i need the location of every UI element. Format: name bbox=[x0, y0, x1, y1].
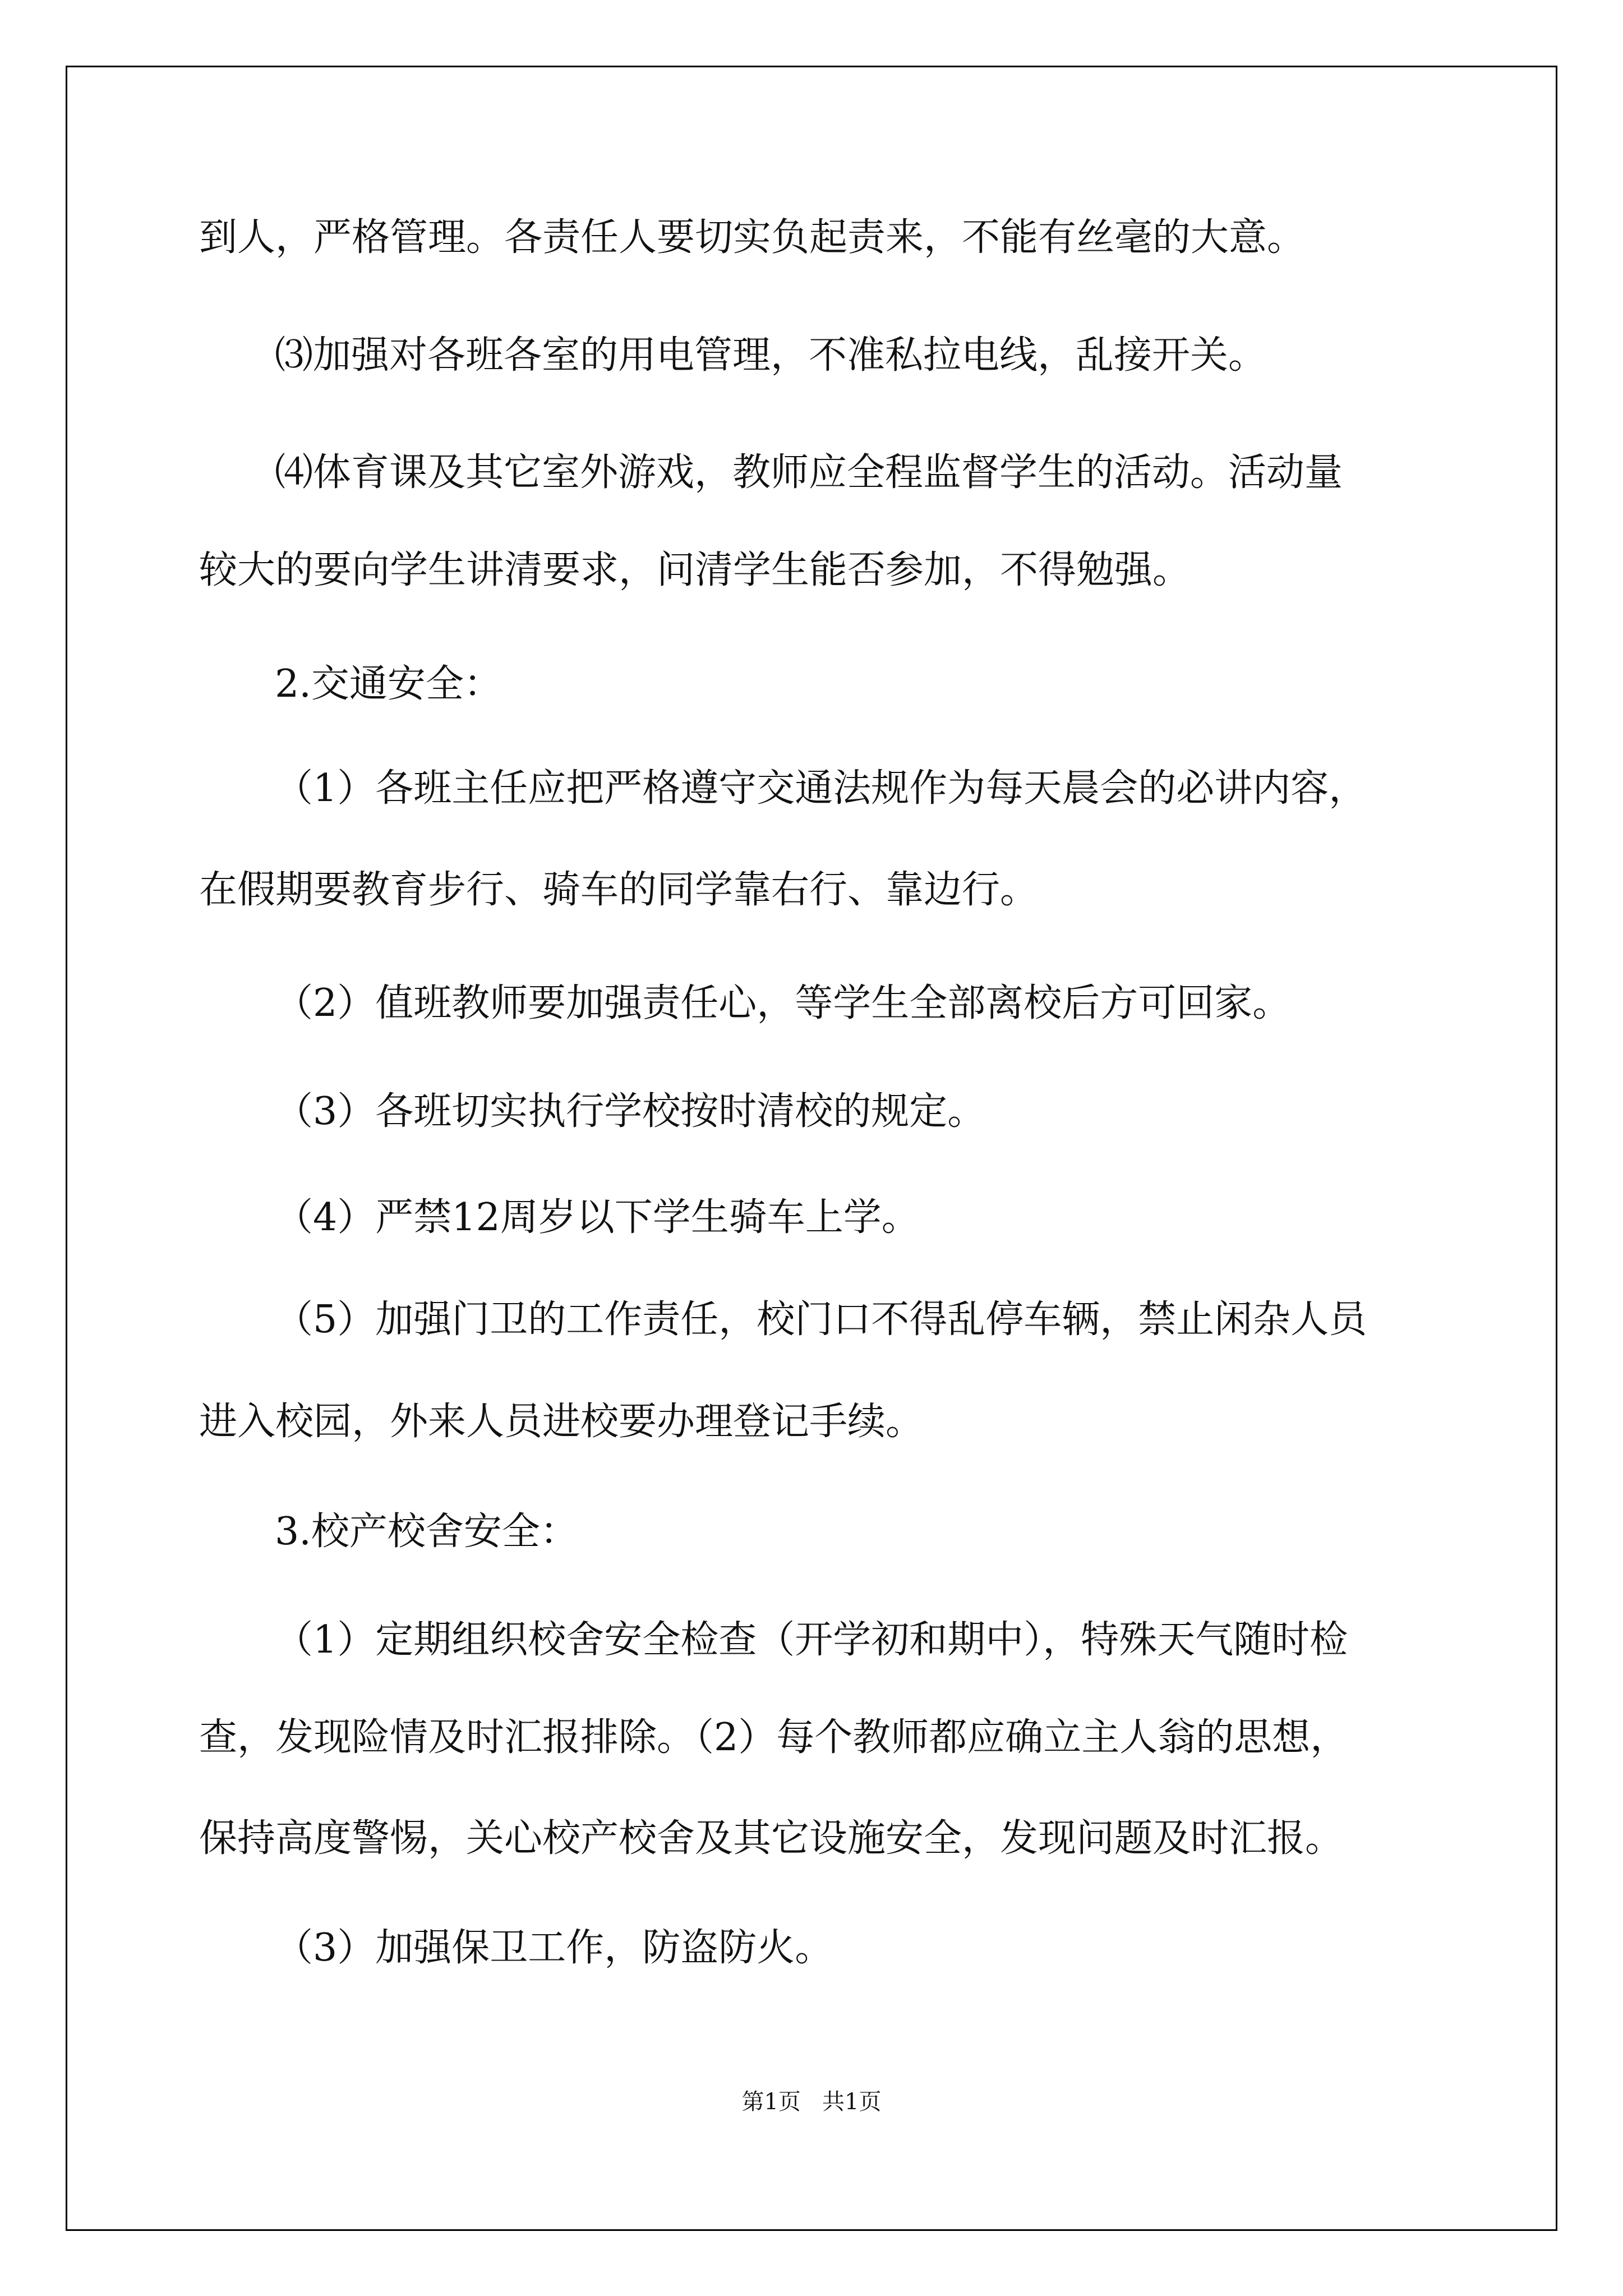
paragraph-line: （2）值班教师要加强责任心，等学生全部离校后方可回家。 bbox=[275, 981, 1291, 1025]
paragraph-line: ⑶加强对各班各室的用电管理，不准私拉电线，乱接开关。 bbox=[275, 333, 1267, 378]
section-heading: 3.校产校舍安全： bbox=[275, 1510, 578, 1554]
page-border bbox=[66, 66, 1557, 2231]
paragraph-line: （1）各班主任应把严格遵守交通法规作为每天晨会的必讲内容， bbox=[275, 766, 1367, 811]
paragraph-line: ⑷体育课及其它室外游戏，教师应全程监督学生的活动。活动量 bbox=[275, 450, 1343, 495]
page-footer: 第1页 共1页 bbox=[741, 2089, 882, 2115]
paragraph-line: （3）各班切实执行学校按时清校的规定。 bbox=[275, 1089, 986, 1134]
paragraph-line: （3）加强保卫工作，防盗防火。 bbox=[275, 1926, 833, 1970]
paragraph-line: 查，发现险情及时汇报排除。（2）每个教师都应确立主人翁的思想， bbox=[199, 1715, 1349, 1760]
paragraph-line: 较大的要向学生讲清要求，问清学生能否参加，不得勉强。 bbox=[199, 548, 1191, 592]
paragraph-line: 进入校园，外来人员进校要办理登记手续。 bbox=[199, 1400, 924, 1444]
paragraph-line: （5）加强门卫的工作责任，校门口不得乱停车辆，禁止闲杂人员 bbox=[275, 1297, 1367, 1342]
paragraph-line: （1）定期组织校舍安全检查（开学初和期中），特殊天气随时检 bbox=[275, 1618, 1348, 1662]
paragraph-line: （4）严禁12周岁以下学生骑车上学。 bbox=[275, 1195, 920, 1240]
paragraph-line: 到人，严格管理。各责任人要切实负起责来，不能有丝毫的大意。 bbox=[199, 215, 1306, 260]
paragraph-line: 保持高度警惕，关心校产校舍及其它设施安全，发现问题及时汇报。 bbox=[199, 1816, 1344, 1861]
section-heading: 2.交通安全： bbox=[275, 662, 502, 706]
paragraph-line: 在假期要教育步行、骑车的同学靠右行、靠边行。 bbox=[199, 868, 1039, 912]
